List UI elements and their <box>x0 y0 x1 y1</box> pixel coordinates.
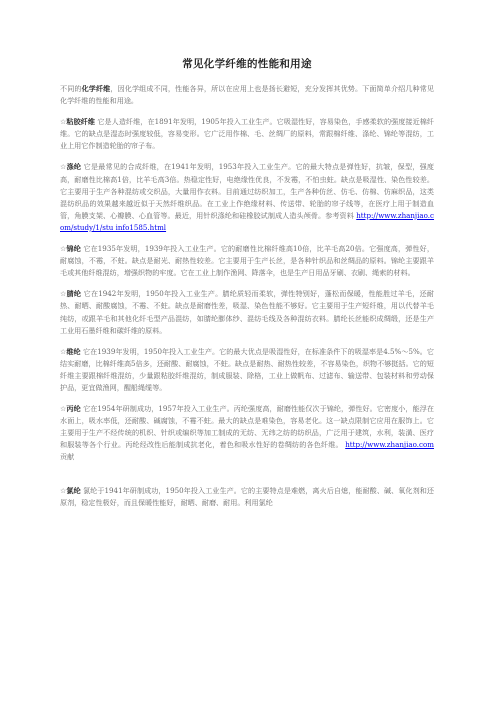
section-term: 涤纶 <box>66 162 82 172</box>
section-body: 它是最常见的合成纤维，在1941年发明，1953年投入工业生产。它的最大特点是弹性好，抗皱，保型，强度高，耐磨性比棉高1倍，比羊毛高3倍。热稳定性好，电绝缘性优良，不发霉，不怕虫蛀。缺点是吸湿性、染色性较差。它主要用于生产各种混纺或交织品，大量用作衣料。目前通过纺织加工，生产各种仿丝、仿毛、仿棉、仿麻织品，这类混纺织品的效果越来越近似于天然纤维织品。在工业上作绝缘材料、传送带、轮胎的帘子线等，在医疗上用于制造血管，角膜支架、心瓣膜、心血管等。最近，用针织涤纶和硅橡胶试制成人造头颅骨。参考资料 <box>60 162 434 220</box>
section-chlorofiber <box>60 485 434 509</box>
reference-link[interactable]: http://www.zhanjiao.com <box>345 440 434 450</box>
page-title: 常见化学纤维的性能和用途 <box>182 58 312 70</box>
section-term: 腈纶 <box>66 289 82 299</box>
link-suffix: 贡献 <box>60 452 75 462</box>
star-icon: ☆ <box>60 346 67 356</box>
intro-pre: 不同的 <box>60 84 82 93</box>
reference-link[interactable]: http://www.zhanjiao.com/study/1/stu info1585.html <box>60 210 435 232</box>
section-body: 它在1942年发明，1950年投入工业生产。腈纶质轻而柔软，弹性特别好，蓬松而保暖，性能胜过羊毛，还耐热、耐晒、耐酸腐蚀，不霉、不蛀。缺点是耐磨性差，吸湿、染色性能不够好。它主要用于生产短纤维，用以代替羊毛纯纺，或跟羊毛和其他化纤毛型产品混纺，如腈纶膨体纱、混纺毛线及各种混纺衣料。腈纶长丝能织成绸缎，还是生产工业用石墨纤维和碳纤维的原料。 <box>60 289 434 335</box>
intro-post: ，因化学组成不同，性能各异，所以在应用上也是扬长避短，充分发挥其优势。下面简单介绍几种常见化学纤维的性能和用途。 <box>60 84 435 106</box>
star-icon: ☆ <box>60 485 67 495</box>
star-icon: ☆ <box>60 289 67 299</box>
section-body: 它是人造纤维，在1891年发明，1905年投入工业生产。它吸湿性好，容易染色，手感柔软的强度接近棉纤维。它的缺点是湿态时强度较低，容易变形。它广泛用作棉、毛、丝绸厂的原料，常跟棉纤维、涤纶、锦纶等混纺，工业上用它作制造轮胎的帘子布。 <box>60 117 434 151</box>
section-viscose <box>60 116 434 152</box>
star-icon: ☆ <box>60 117 67 127</box>
star-icon: ☆ <box>60 244 67 254</box>
section-term: 粘胶纤维 <box>66 117 96 127</box>
star-icon: ☆ <box>60 404 67 414</box>
section-term: 丙纶 <box>66 404 81 414</box>
section-body: 氯纶于1941年研制成功，1950年投入工业生产。它的主要特点是难燃，离火后自熄，能耐酸、碱、氧化剂和还原剂，稳定性极好，而且保暖性能好，耐晒、耐磨、耐用。利用氯纶 <box>60 485 434 507</box>
section-body: 它在1935年发明，1939年投入工业生产。它的耐磨性比棉纤维高10倍，比羊毛高20倍。它强度高，弹性好，耐腐蚀，不霉，不蛀。缺点是耐光、耐热性较差。它主要用于生产长丝，是各种针织品和丝绸品的原料。锦纶主要跟羊毛或其他纤维混纺，增强织物的牢度。它在工业上制作渔网、降落伞，也是生产日用品牙刷、衣刷、绳索的材料。 <box>60 244 435 278</box>
section-polyester <box>60 161 434 234</box>
document-page <box>60 56 434 518</box>
section-body: 它在1954年研制成功，1957年投入工业生产。丙纶强度高，耐磨性能仅次于锦纶，弹性好。它密度小，能浮在水面上，吸水率低，还耐酸、碱腐蚀，不霉不蛀。最大的缺点是难染色，容易老化。这一缺点限制它应用在服饰上。它主要用于生产不经传统的机织、针织或编织等加工制成的无纺、无纬之纺的纺织品，广泛用于建筑，水利，装潢、医疗和服装等各个行业。丙纶经改性后能制成抗老化，着色和吸水性好的卷绸纺的各色纤维。 <box>60 404 434 450</box>
intro-paragraph <box>60 83 434 107</box>
paragraph-gap <box>60 473 434 485</box>
section-polypropylene <box>60 403 434 463</box>
section-nylon <box>60 243 434 279</box>
section-vinylon <box>60 346 434 394</box>
intro-keyword: 化学纤维 <box>81 84 111 93</box>
section-term: 维纶 <box>66 346 81 356</box>
section-body: 它在1939年发明，1950年投入工业生产。它的最大优点是吸湿性好，在标准条件下的吸湿率是4.5%～5%。它结实耐磨，比棉纤维高5倍多，还耐酸、耐腐蚀，不蛀。缺点是耐热、耐热性较差，不容易染色，织物不够挺括。它的短纤维主要跟棉纤维混纺，少量跟粘胶纤维混纺，制成服装、除格，工业上做帆布、过滤布、输送带、包装材料和劳动保护品，更宜做渔网，醒船绳缆等。 <box>60 346 434 392</box>
section-term: 氯纶 <box>66 485 81 495</box>
star-icon: ☆ <box>60 162 67 172</box>
section-term: 锦纶 <box>66 244 81 254</box>
section-acrylic <box>60 288 434 336</box>
